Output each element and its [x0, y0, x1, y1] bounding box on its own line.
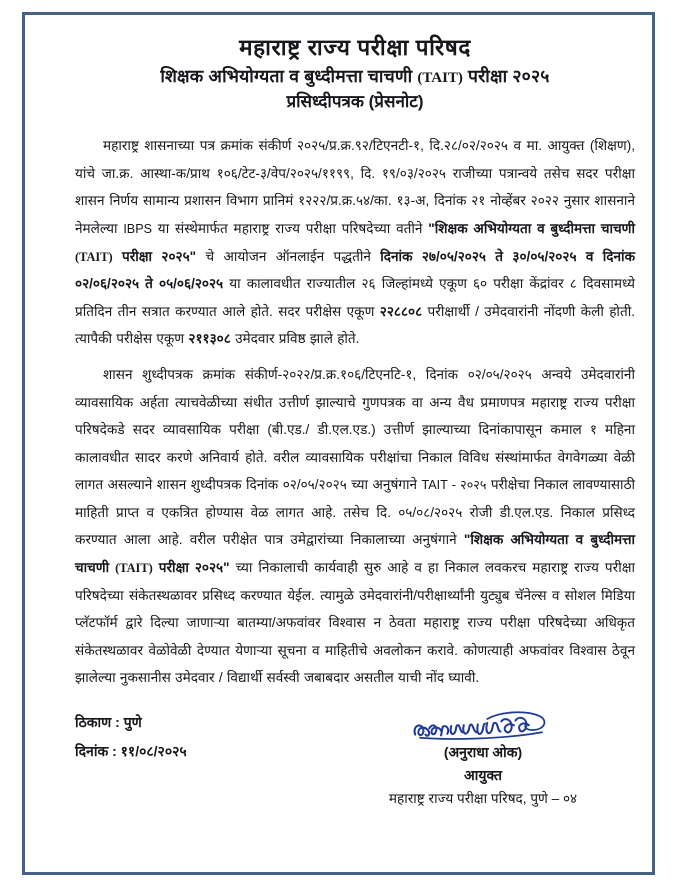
handwritten-signature-icon	[409, 708, 566, 744]
p1-seg11: परीक्षार्थी / उमेदवारांनी नोंदणी केली होती. त्यापैकी परीक्षेस एकूण	[75, 303, 635, 347]
organization-title: महाराष्ट्र राज्य परीक्षा परिषद	[239, 35, 471, 60]
p1-seg13: उमेदवार प्रविष्ठ झाले होते.	[230, 331, 360, 347]
p1-seg7: चे आयोजन ऑनलाईन पद्धतीने	[196, 248, 381, 264]
document-page-frame	[22, 12, 655, 875]
place-label: ठिकाण : पुणे	[75, 714, 142, 731]
exam-title-part1: शिक्षक अभियोग्यता व बुध्दीमत्ता चाचणी	[160, 66, 418, 87]
p1-seg1: महाराष्ट्र शासनाच्या पत्र क्रमांक संकीर्ण २०२५/प्र.क्र.९२/टिएनटी-१, दि.२८/०२/२०२५ व मा. आयुक्त (शिक्षण), यांचे जा.क्र. आस्था-क/प्राथ १०६/टेट-३/वेप/२०२५/११९९, दि. १९/०३/२०२५ राजीच्या पत्रान्वये तसेच सदर परीक्षा शासन निर्णय सामान्य प्रशासन विभाग प्रानिमं १२२२/प्र.क्र.५४/का. १३-अ, दिनांक २१ नोव्हेंबर २०२२ नुसार शासनाने नेमलेल्या	[75, 138, 635, 236]
p2-seg1: शासन शुध्दीपत्रक क्रमांक संकीर्ण-२०२२/प्र.क्र.१०६/टिएनटि-१, दिनांक ०२/०५/२०२५ अन्वये उमेदवारांनी व्यावसायिक अर्हता त्याचवेळीच्या संधीत उत्तीर्ण झाल्याचे गुणपत्रक वा अन्य वैध प्रमाणपत्र महाराष्ट्र राज्य परीक्षा परिषदेकडे सदर व्यावसायिक परीक्षा (बी.एड./ डी.एल.एड.) उत्तीर्ण झाल्याच्या दिनांकापासून कमाल १ महिना कालावधीत सादर करणे अनिवार्य होते. वरील व्यावसायिक परीक्षांचा निकाल विविध संस्थांमार्फत वेगवेगळ्या वेळी लागत असल्याने शासन शुध्दीपत्रक दिनांक ०२/०५/२०२५ च्या अनुषंगाने	[75, 366, 635, 493]
p1-registered-count: २२८८०८	[379, 303, 423, 319]
p1-ibps-label: IBPS	[123, 221, 153, 236]
p2-exam-abbreviation: (TAIT)	[115, 561, 153, 576]
footer-left-block	[75, 708, 375, 767]
p2-seg3: परीक्षेचा निकाल लावण्यासाठी माहिती प्राप्त व एकत्रित होण्यास वेळ लागत आहे. तसेच दि. ०५/०८/२०२५ रोजी डी.एल.एड. निकाल प्रसिध्द करण्यात आला आहे. वरील परीक्षेत पात्र उमेद्वारांच्या निकालाच्या अनुषंगाने	[75, 477, 635, 548]
date-label: दिनांक : ११/०८/२०२५	[75, 743, 187, 760]
signatory-organization: महाराष्ट्र राज्य परीक्षा परिषद, पुणे – ०४	[388, 791, 578, 807]
p2-exam-name-part2: परीक्षा २०२५"	[152, 560, 230, 576]
p1-exam-name-part2: परीक्षा २०२५"	[112, 248, 197, 264]
exam-title-abbreviation: (TAIT)	[417, 70, 463, 87]
p2-tait-reference: TAIT - २०२५	[421, 478, 487, 493]
signatory-designation: आयुक्त	[464, 766, 502, 783]
p2-seg7: च्या निकालाची कार्यवाही सुरु आहे व हा निकाल लवकरच महाराष्ट्र राज्य परीक्षा परिषदेच्या संकेतस्थळावर प्रसिध्द करण्यात येईल. त्यामुळे उमेदवारांनी/परीक्षार्थ्यांनी युट्युब चॅनेल्स व सोशल मिडिया प्लॅटफॉर्म द्वारे दिल्या जाणाऱ्या बातम्या/अफवांवर विश्वास न ठेवता महाराष्ट्र राज्य परीक्षा परिषदेच्या अधिकृत संकेतस्थळावर वेळोवेळी देण्यात येणाऱ्या सूचना व माहितीचे अवलोकन करावे. कोणत्याही अफवांवर विश्वास ठेवून झालेल्या नुकसानीस उमेदवार / विद्यार्थी सर्वस्वी जबाबदार असतील याची नोंद घ्यावी.	[75, 560, 636, 686]
document-footer	[75, 708, 635, 838]
exam-title	[75, 64, 635, 89]
paragraph-two	[75, 361, 635, 692]
signatory-name: (अनुराधा ओक)	[443, 744, 523, 761]
p1-exam-abbreviation: (TAIT)	[75, 249, 113, 264]
document-body	[75, 33, 635, 838]
document-type-title: प्रसिध्दीपत्रक (प्रेसनोट)	[286, 92, 424, 112]
document-heading	[75, 33, 635, 114]
p1-seg3: या संस्थेमार्फत महाराष्ट्र राज्य परीक्षा परिषदेच्या वतीने	[152, 220, 429, 236]
paragraph-one	[75, 132, 635, 353]
p1-seg9: या कालावधीत राज्यातील २६ जिल्हांमध्ये एकूण ६० परीक्षा केंद्रांवर ८ दिवसामध्ये प्रतिदिन तीन सत्रात करण्यात आले होते. सदर परीक्षेस एकूण	[75, 276, 635, 319]
signature-block	[333, 708, 633, 812]
p1-appeared-count: २११३०८	[188, 331, 231, 347]
exam-title-part2: परीक्षा २०२५	[462, 66, 550, 87]
p2-exam-name-part1: "शिक्षक अभियोग्यता व बुध्दीमत्ता चाचणी	[75, 532, 636, 576]
p1-exam-name-part1: "शिक्षक अभियोग्यता व बुध्दीमत्ता चाचणी	[428, 220, 635, 236]
p1-exam-dates: दिनांक २७/०५/२०२५ ते ३०/०५/२०२५ व दिनांक ०२/०६/२०२५ ते ०५/०६/२०२५	[75, 248, 636, 292]
